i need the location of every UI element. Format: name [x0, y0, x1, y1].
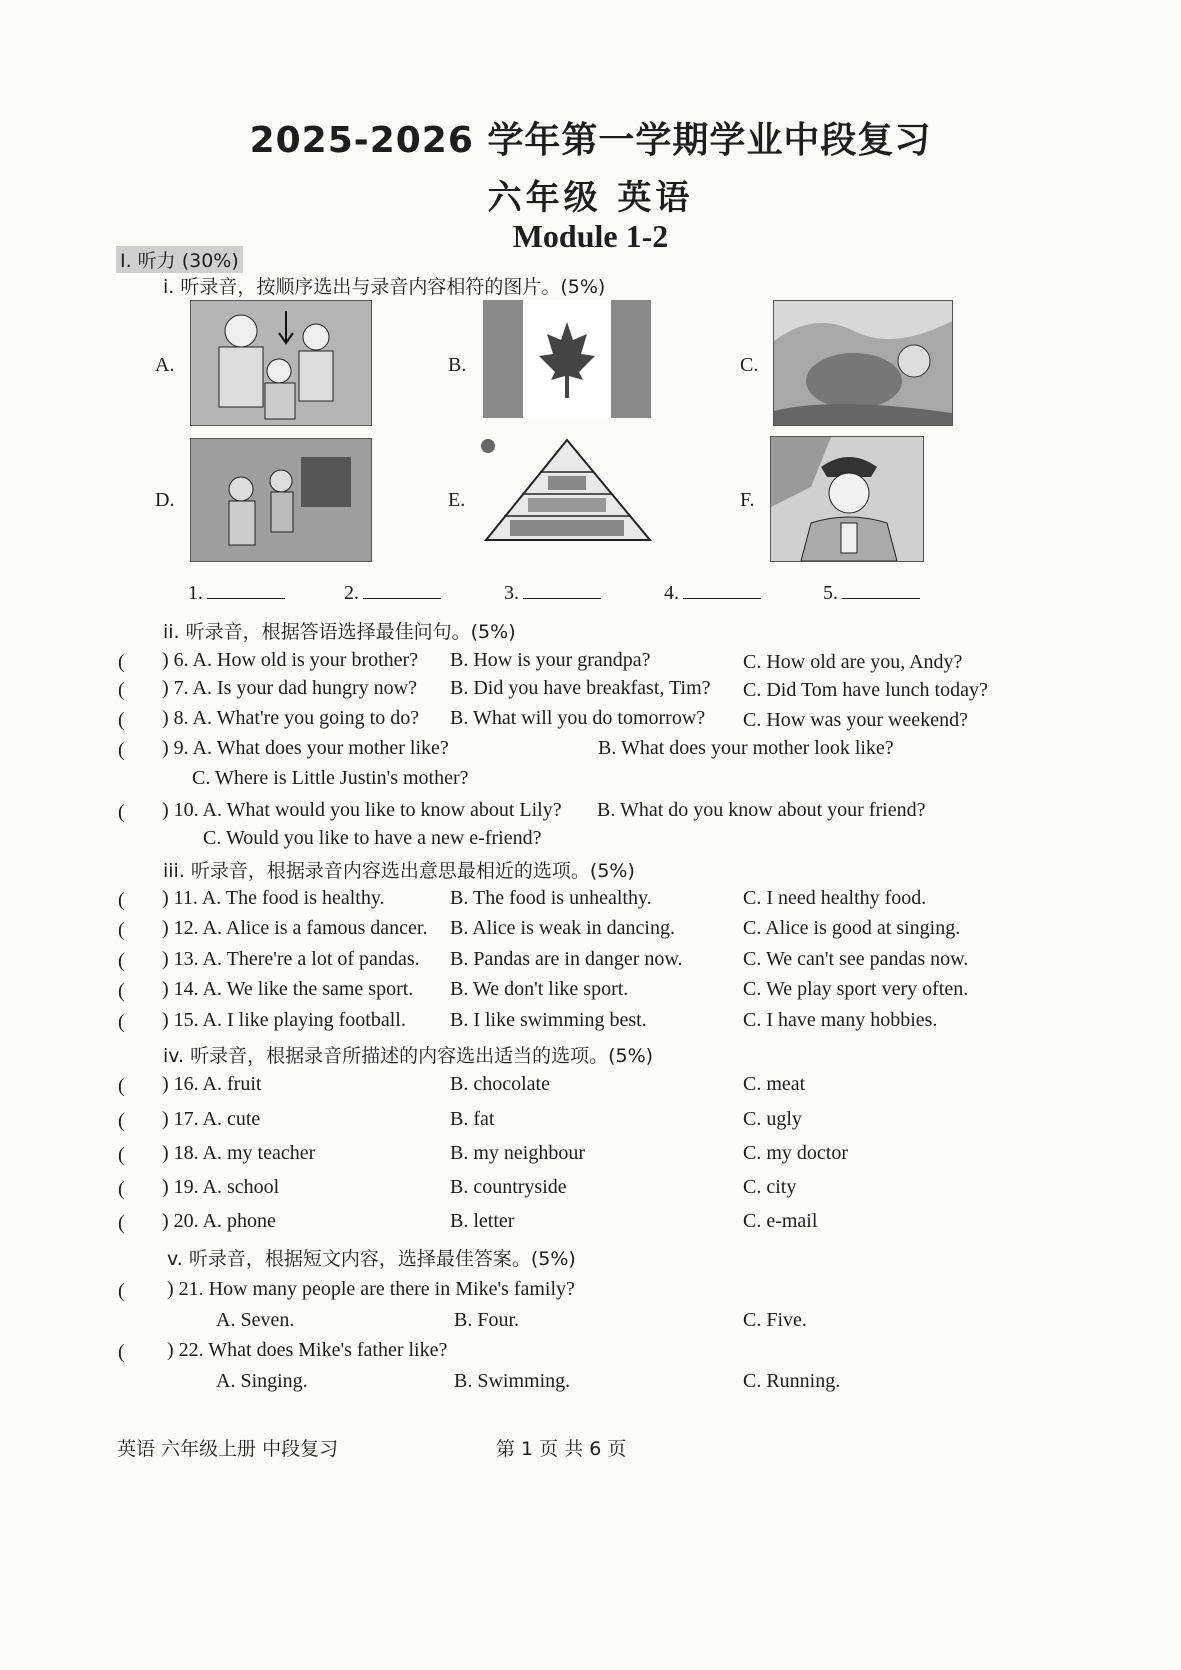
option-c: C. How old are you, Andy?	[743, 651, 963, 673]
picture-label-c: C.	[740, 354, 759, 376]
option-b: B. The food is unhealthy.	[450, 887, 652, 909]
option-c: C. meat	[743, 1073, 806, 1095]
question-19: ) 19. A. school	[162, 1176, 280, 1198]
option-b: B. What do you know about your friend?	[597, 799, 926, 821]
option-c: C. I need healthy food.	[743, 887, 927, 909]
option-b: B. How is your grandpa?	[450, 649, 651, 671]
picture-label-b: B.	[448, 354, 467, 376]
answer-blank-5[interactable]: 5.	[823, 580, 920, 605]
picture-c-animals	[773, 300, 953, 426]
answer-paren[interactable]: (	[118, 980, 125, 1002]
answer-paren[interactable]: (	[118, 709, 125, 731]
answer-blank-2[interactable]: 2.	[344, 580, 441, 605]
answer-paren[interactable]: (	[118, 1011, 125, 1033]
option-b: B. countryside	[450, 1176, 567, 1198]
question-21: ) 21. How many people are there in Mike's family?	[167, 1278, 575, 1300]
option-b: B. Four.	[454, 1309, 520, 1331]
answer-paren[interactable]: (	[118, 919, 125, 941]
question-9: ) 9. A. What does your mother like?	[162, 737, 449, 759]
option-a: A. Seven.	[216, 1309, 295, 1331]
option-c: C. I have many hobbies.	[743, 1009, 938, 1031]
option-c: C. How was your weekend?	[743, 709, 968, 731]
answer-blank-4[interactable]: 4.	[664, 580, 761, 605]
option-c: C. ugly	[743, 1108, 802, 1130]
page-number: 第 1 页 共 6 页	[496, 1438, 627, 1460]
question-20: ) 20. A. phone	[162, 1210, 276, 1232]
picture-b-canada-flag	[483, 300, 651, 418]
option-c: C. Would you like to have a new e-friend?	[203, 827, 542, 849]
picture-label-a: A.	[155, 354, 175, 376]
option-b: B. chocolate	[450, 1073, 550, 1095]
answer-paren[interactable]: (	[118, 1075, 125, 1097]
question-10: ) 10. A. What would you like to know about Lily?	[162, 799, 562, 821]
part-i-instruction: i. 听录音，按顺序选出与录音内容相符的图片。(5%)	[163, 276, 606, 298]
option-c: C. Running.	[743, 1370, 841, 1392]
picture-d-classroom	[190, 438, 372, 562]
option-b: B. Pandas are in danger now.	[450, 948, 683, 970]
question-17: ) 17. A. cute	[162, 1108, 261, 1130]
option-c: C. e-mail	[743, 1210, 818, 1232]
option-b: B. Did you have breakfast, Tim?	[450, 677, 711, 699]
answer-paren[interactable]: (	[118, 1212, 125, 1234]
question-15: ) 15. A. I like playing football.	[162, 1009, 406, 1031]
answer-paren[interactable]: (	[118, 1178, 125, 1200]
option-c: C. Alice is good at singing.	[743, 917, 961, 939]
option-b: B. What does your mother look like?	[598, 737, 894, 759]
picture-a-family	[190, 300, 372, 426]
question-16: ) 16. A. fruit	[162, 1073, 262, 1095]
answer-paren[interactable]: (	[118, 1280, 125, 1302]
answer-blank-1[interactable]: 1.	[188, 580, 285, 605]
option-c: C. We can't see pandas now.	[743, 948, 969, 970]
answer-paren[interactable]: (	[118, 651, 125, 673]
option-a: A. Singing.	[216, 1370, 308, 1392]
picture-label-d: D.	[155, 489, 175, 511]
picture-label-f: F.	[740, 489, 755, 511]
module-title: Module 1-2	[512, 218, 669, 254]
answer-paren[interactable]: (	[118, 679, 125, 701]
question-22: ) 22. What does Mike's father like?	[167, 1339, 448, 1361]
answer-paren[interactable]: (	[118, 889, 125, 911]
option-c: C. Did Tom have lunch today?	[743, 679, 988, 701]
part-ii-instruction: ii. 听录音，根据答语选择最佳问句。(5%)	[163, 621, 516, 643]
option-c: C. my doctor	[743, 1142, 848, 1164]
answer-paren[interactable]: (	[118, 1341, 125, 1363]
option-c: C. city	[743, 1176, 797, 1198]
picture-e-food-pyramid	[478, 436, 656, 546]
answer-paren[interactable]: (	[118, 1110, 125, 1132]
question-8: ) 8. A. What're you going to do?	[162, 707, 420, 729]
option-b: B. Swimming.	[454, 1370, 571, 1392]
section-listening-label: I. 听力 (30%)	[116, 246, 243, 273]
answer-paren[interactable]: (	[118, 950, 125, 972]
option-b: B. letter	[450, 1210, 515, 1232]
exam-title: 2025-2026 学年第一学期学业中段复习	[249, 120, 932, 161]
question-6: ) 6. A. How old is your brother?	[162, 649, 419, 671]
part-v-instruction: v. 听录音，根据短文内容，选择最佳答案。(5%)	[167, 1248, 576, 1270]
answer-paren[interactable]: (	[118, 739, 125, 761]
part-iii-instruction: iii. 听录音，根据录音内容选出意思最相近的选项。(5%)	[163, 860, 635, 882]
option-b: B. fat	[450, 1108, 495, 1130]
option-b: B. Alice is weak in dancing.	[450, 917, 675, 939]
question-14: ) 14. A. We like the same sport.	[162, 978, 414, 1000]
answer-blank-3[interactable]: 3.	[504, 580, 601, 605]
option-b: B. my neighbour	[450, 1142, 585, 1164]
grade-subject: 六年级 英语	[487, 178, 694, 218]
footer-subject: 英语 六年级上册 中段复习	[117, 1438, 339, 1460]
question-18: ) 18. A. my teacher	[162, 1142, 316, 1164]
picture-label-e: E.	[448, 489, 466, 511]
answer-paren[interactable]: (	[118, 1144, 125, 1166]
option-b: B. What will you do tomorrow?	[450, 707, 706, 729]
answer-paren[interactable]: (	[118, 801, 125, 823]
option-c: C. Where is Little Justin's mother?	[192, 767, 469, 789]
question-11: ) 11. A. The food is healthy.	[162, 887, 385, 909]
question-13: ) 13. A. There're a lot of pandas.	[162, 948, 420, 970]
option-c: C. Five.	[743, 1309, 807, 1331]
part-iv-instruction: iv. 听录音，根据录音所描述的内容选出适当的选项。(5%)	[163, 1045, 654, 1067]
option-b: B. We don't like sport.	[450, 978, 629, 1000]
picture-f-police-officer	[770, 436, 924, 562]
option-c: C. We play sport very often.	[743, 978, 969, 1000]
option-b: B. I like swimming best.	[450, 1009, 647, 1031]
question-7: ) 7. A. Is your dad hungry now?	[162, 677, 417, 699]
question-12: ) 12. A. Alice is a famous dancer.	[162, 917, 428, 939]
